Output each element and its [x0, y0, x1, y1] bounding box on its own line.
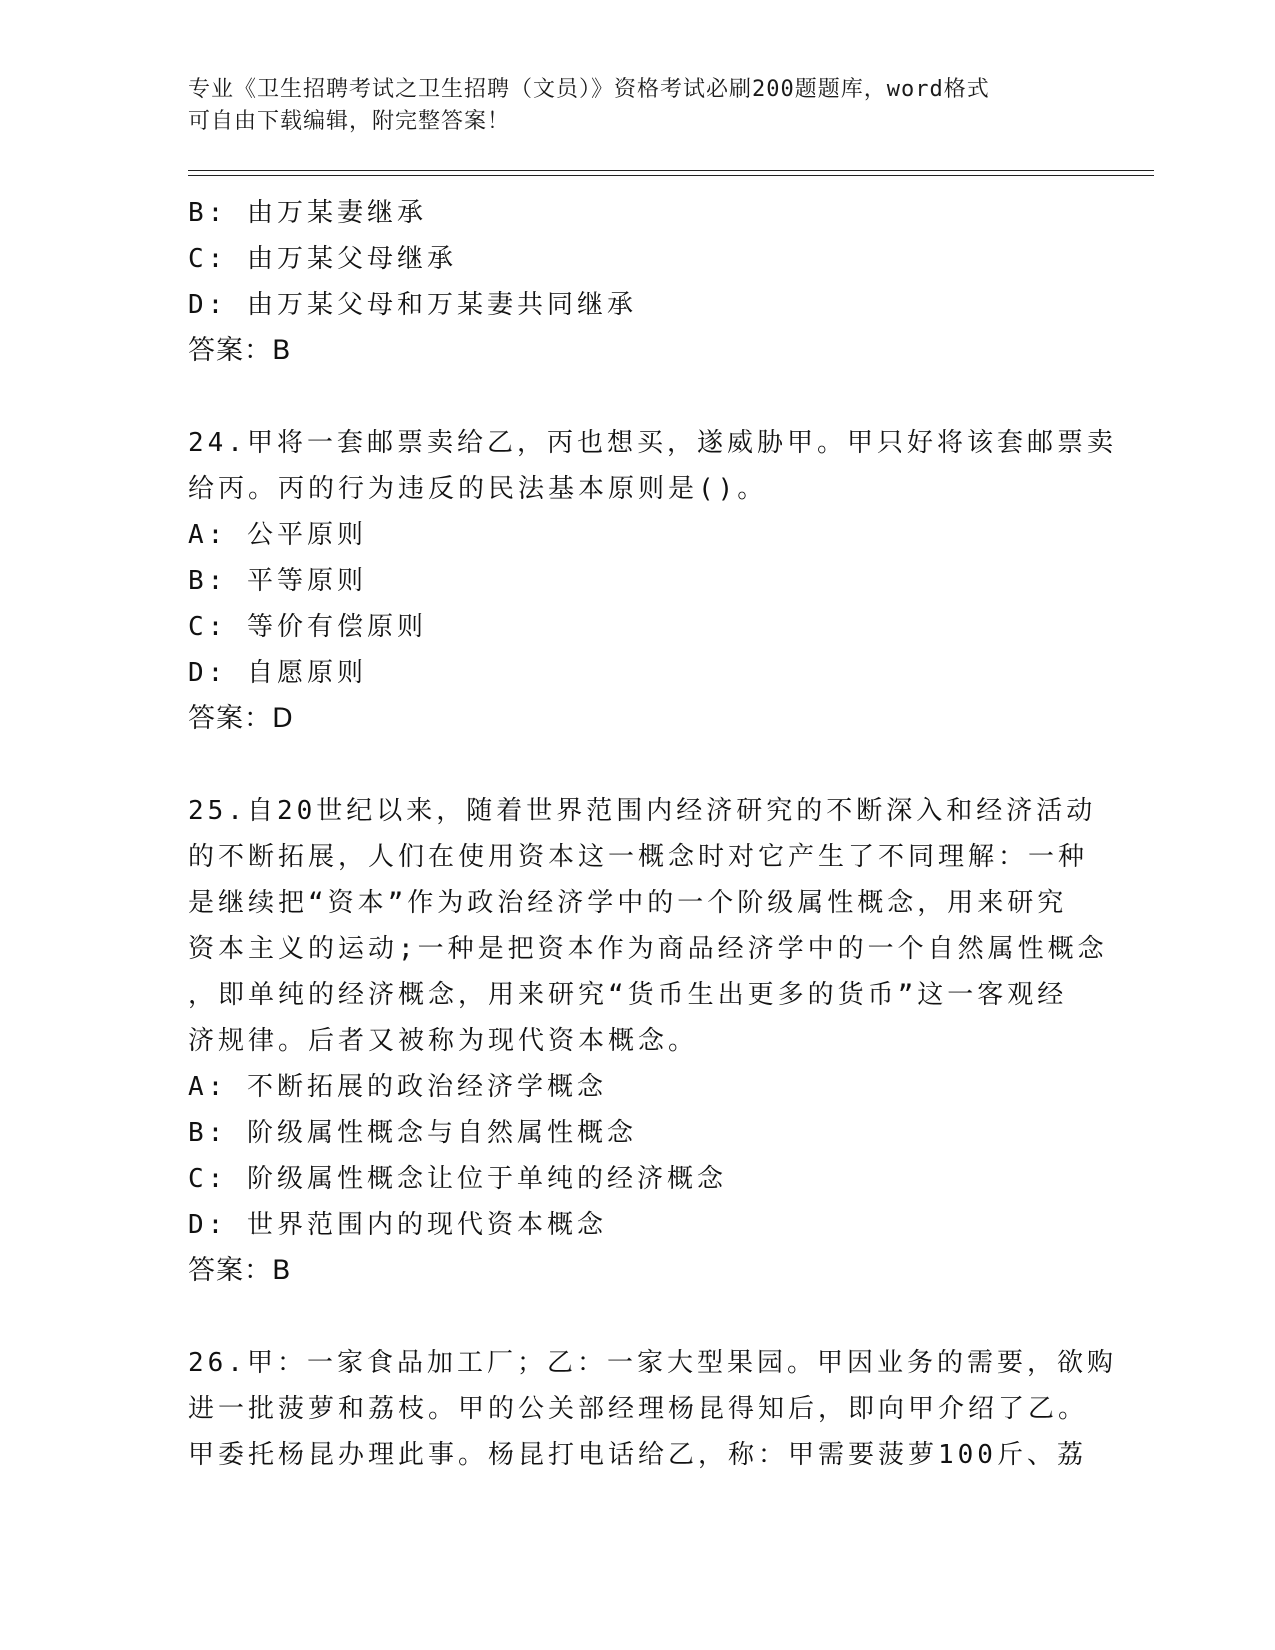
header-line-2: 可自由下载编辑，附完整答案！	[188, 109, 511, 134]
option-d: D: 自愿原则	[188, 658, 367, 688]
question-stem: 是继续把“资本”作为政治经济学中的一个阶级属性概念，用来研究	[188, 888, 1068, 918]
header-line-1: 专业《卫生招聘考试之卫生招聘（文员）》资格考试必刷200题题库，word格式	[188, 77, 990, 102]
spacer	[188, 742, 1088, 788]
option-b: B: 平等原则	[188, 566, 367, 596]
header-rule-thick	[188, 170, 1154, 171]
question-stem: 24.甲将一套邮票卖给乙，丙也想买，遂威胁甲。甲只好将该套邮票卖	[188, 428, 1117, 458]
option-b: B: 由万某妻继承	[188, 198, 427, 228]
option-c: C: 由万某父母继承	[188, 244, 457, 274]
question-stem: 进一批菠萝和荔枝。甲的公关部经理杨昆得知后，即向甲介绍了乙。	[188, 1394, 1089, 1424]
question-stem: 济规律。后者又被称为现代资本概念。	[188, 1026, 699, 1056]
answer: 答案：D	[188, 703, 294, 734]
question-stem: 资本主义的运动;一种是把资本作为商品经济学中的一个自然属性概念	[188, 934, 1108, 964]
option-a: A: 不断拓展的政治经济学概念	[188, 1072, 607, 1102]
question-stem: 给丙。丙的行为违反的民法基本原则是()。	[188, 474, 768, 504]
question-stem: 甲委托杨昆办理此事。杨昆打电话给乙，称：甲需要菠萝100斤、荔	[188, 1440, 1087, 1470]
option-c: C: 阶级属性概念让位于单纯的经济概念	[188, 1164, 727, 1194]
question-stem: 26.甲：一家食品加工厂；乙：一家大型果园。甲因业务的需要，欲购	[188, 1348, 1117, 1378]
option-b: B: 阶级属性概念与自然属性概念	[188, 1118, 637, 1148]
option-c: C: 等价有偿原则	[188, 612, 427, 642]
question-stem: 25.自20世纪以来，随着世界范围内经济研究的不断深入和经济活动	[188, 796, 1097, 826]
answer: 答案：B	[188, 1255, 292, 1286]
question-stem: 的不断拓展，人们在使用资本这一概念时对它产生了不同理解：一种	[188, 842, 1089, 872]
option-d: D: 由万某父母和万某妻共同继承	[188, 290, 637, 320]
header-rule-thin	[188, 175, 1154, 176]
spacer	[188, 374, 1088, 420]
question-stem: ，即单纯的经济概念，用来研究“货币生出更多的货币”这一客观经	[188, 980, 1068, 1010]
option-a: A: 公平原则	[188, 520, 367, 550]
document-header	[188, 74, 1088, 138]
option-d: D: 世界范围内的现代资本概念	[188, 1210, 607, 1240]
spacer	[188, 1294, 1088, 1340]
question-content	[188, 190, 1117, 1478]
answer: 答案：B	[188, 335, 292, 366]
